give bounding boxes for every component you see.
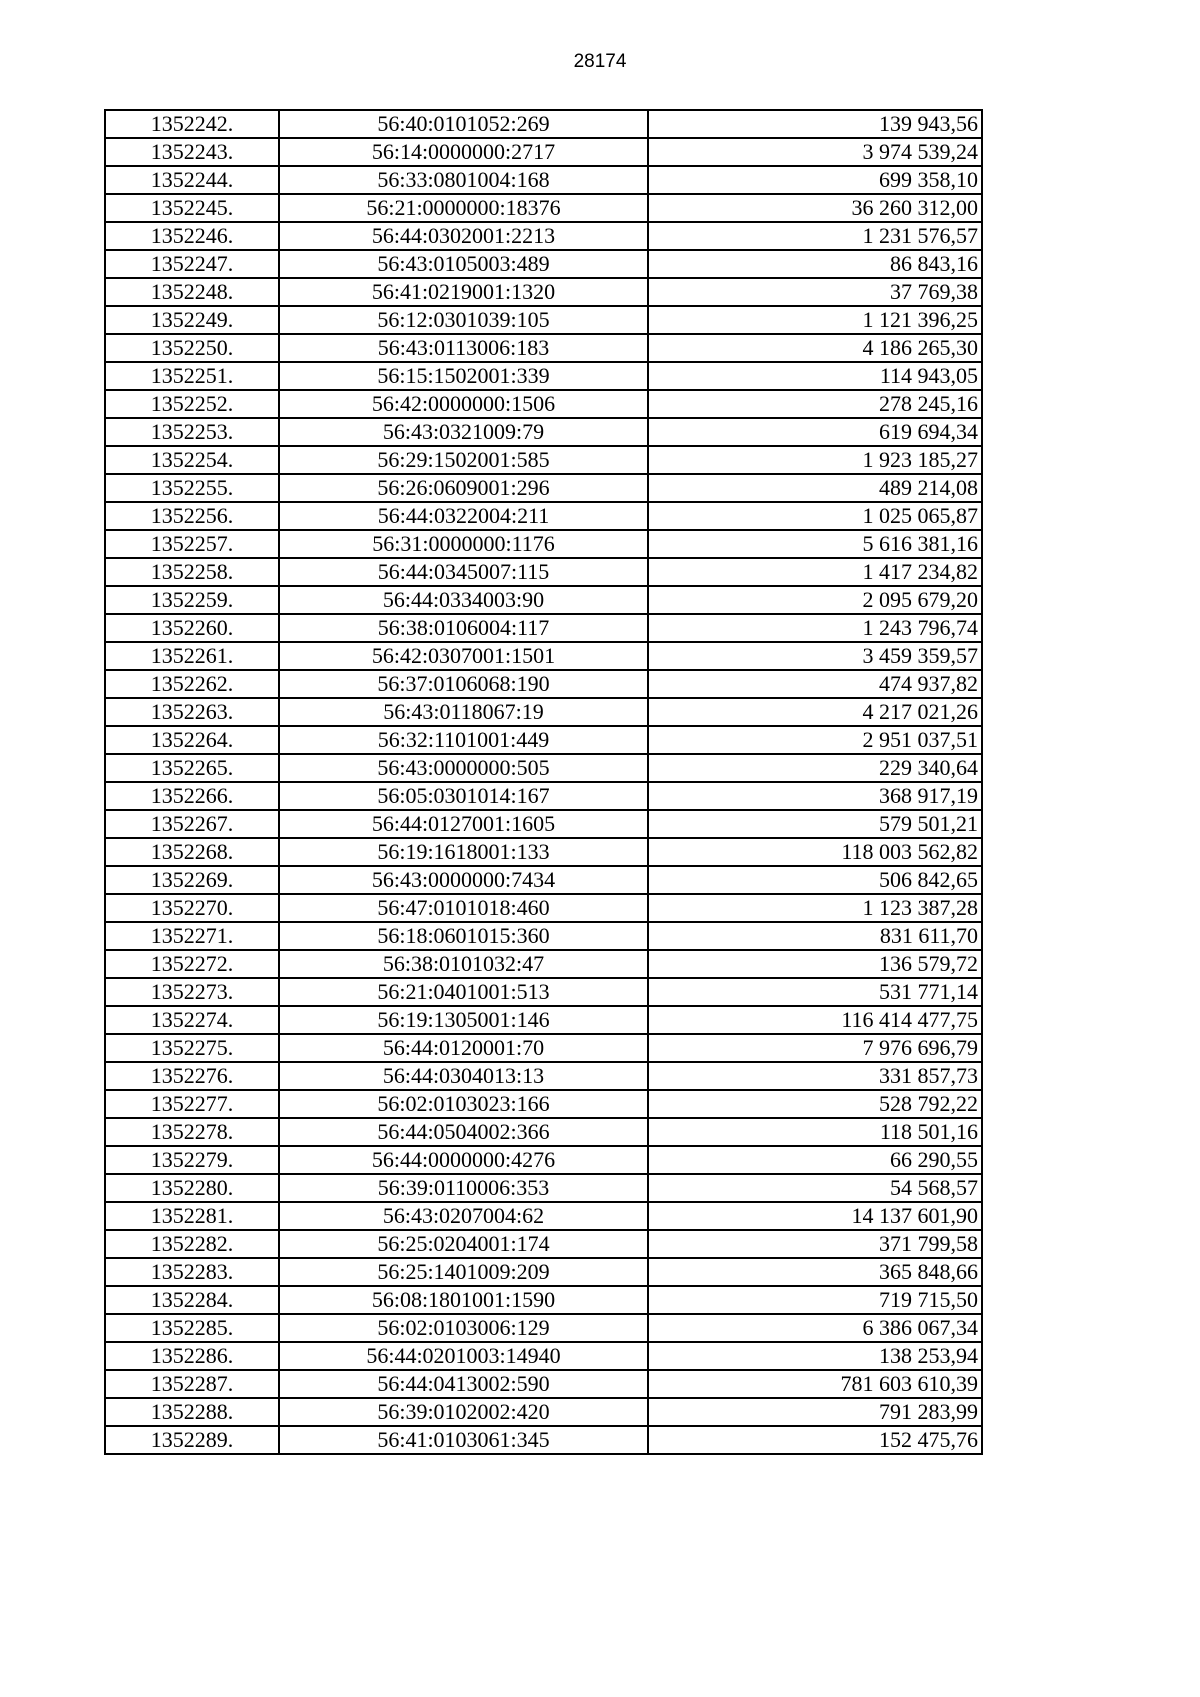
cadastral-number-cell: 56:44:0000000:4276 [279, 1146, 648, 1174]
cadastral-value-cell: 365 848,66 [648, 1258, 982, 1286]
cadastral-number-cell: 56:42:0000000:1506 [279, 390, 648, 418]
table-row [105, 166, 982, 194]
row-number-cell: 1352288. [105, 1398, 279, 1426]
cadastral-value-cell: 86 843,16 [648, 250, 982, 278]
cadastral-number-cell: 56:15:1502001:339 [279, 362, 648, 390]
cadastral-number-cell: 56:38:0106004:117 [279, 614, 648, 642]
table-row [105, 250, 982, 278]
table-row [105, 1398, 982, 1426]
cadastral-number-cell: 56:47:0101018:460 [279, 894, 648, 922]
row-number-cell: 1352267. [105, 810, 279, 838]
cadastral-value-cell: 4 186 265,30 [648, 334, 982, 362]
table-row [105, 1174, 982, 1202]
table-row [105, 334, 982, 362]
table-row [105, 1090, 982, 1118]
cadastral-number-cell: 56:41:0103061:345 [279, 1426, 648, 1454]
row-number-cell: 1352260. [105, 614, 279, 642]
cadastral-value-cell: 136 579,72 [648, 950, 982, 978]
row-number-cell: 1352250. [105, 334, 279, 362]
cadastral-number-cell: 56:43:0321009:79 [279, 418, 648, 446]
cadastral-value-cell: 54 568,57 [648, 1174, 982, 1202]
table-row [105, 782, 982, 810]
row-number-cell: 1352249. [105, 306, 279, 334]
cadastral-value-cell: 474 937,82 [648, 670, 982, 698]
table-row [105, 474, 982, 502]
cadastral-number-cell: 56:43:0105003:489 [279, 250, 648, 278]
cadastral-value-cell: 1 417 234,82 [648, 558, 982, 586]
cadastral-value-cell: 506 842,65 [648, 866, 982, 894]
cadastral-number-cell: 56:37:0106068:190 [279, 670, 648, 698]
table-row [105, 1034, 982, 1062]
table-row [105, 390, 982, 418]
cadastral-value-cell: 278 245,16 [648, 390, 982, 418]
cadastral-value-cell: 152 475,76 [648, 1426, 982, 1454]
cadastral-value-cell: 1 923 185,27 [648, 446, 982, 474]
cadastral-value-cell: 14 137 601,90 [648, 1202, 982, 1230]
cadastral-value-cell: 138 253,94 [648, 1342, 982, 1370]
cadastral-value-cell: 5 616 381,16 [648, 530, 982, 558]
cadastral-value-cell: 114 943,05 [648, 362, 982, 390]
row-number-cell: 1352289. [105, 1426, 279, 1454]
cadastral-value-cell: 368 917,19 [648, 782, 982, 810]
row-number-cell: 1352264. [105, 726, 279, 754]
cadastral-number-cell: 56:39:0102002:420 [279, 1398, 648, 1426]
cadastral-value-cell: 791 283,99 [648, 1398, 982, 1426]
cadastral-number-cell: 56:19:1618001:133 [279, 838, 648, 866]
cadastral-value-cell: 2 095 679,20 [648, 586, 982, 614]
cadastral-number-cell: 56:21:0401001:513 [279, 978, 648, 1006]
cadastral-value-cell: 699 358,10 [648, 166, 982, 194]
cadastral-value-cell: 528 792,22 [648, 1090, 982, 1118]
page-number: 28174 [573, 51, 627, 72]
cadastral-number-cell: 56:44:0304013:13 [279, 1062, 648, 1090]
cadastral-number-cell: 56:44:0120001:70 [279, 1034, 648, 1062]
row-number-cell: 1352280. [105, 1174, 279, 1202]
row-number-cell: 1352269. [105, 866, 279, 894]
table-row [105, 194, 982, 222]
table-row [105, 222, 982, 250]
cadastral-value-cell: 619 694,34 [648, 418, 982, 446]
table-row [105, 446, 982, 474]
table-row [105, 754, 982, 782]
cadastral-number-cell: 56:44:0334003:90 [279, 586, 648, 614]
table-row [105, 698, 982, 726]
row-number-cell: 1352257. [105, 530, 279, 558]
cadastral-number-cell: 56:12:0301039:105 [279, 306, 648, 334]
cadastral-number-cell: 56:44:0345007:115 [279, 558, 648, 586]
cadastral-value-cell: 331 857,73 [648, 1062, 982, 1090]
cadastral-value-cell: 229 340,64 [648, 754, 982, 782]
row-number-cell: 1352277. [105, 1090, 279, 1118]
cadastral-value-cell: 1 121 396,25 [648, 306, 982, 334]
cadastral-number-cell: 56:26:0609001:296 [279, 474, 648, 502]
cadastral-value-cell: 4 217 021,26 [648, 698, 982, 726]
cadastral-number-cell: 56:38:0101032:47 [279, 950, 648, 978]
table-row [105, 1426, 982, 1454]
cadastral-value-cell: 66 290,55 [648, 1146, 982, 1174]
table-row [105, 586, 982, 614]
cadastral-value-cell: 3 974 539,24 [648, 138, 982, 166]
table-row [105, 978, 982, 1006]
row-number-cell: 1352284. [105, 1286, 279, 1314]
row-number-cell: 1352259. [105, 586, 279, 614]
table-row [105, 838, 982, 866]
cadastral-value-cell: 371 799,58 [648, 1230, 982, 1258]
cadastral-number-cell: 56:44:0322004:211 [279, 502, 648, 530]
table-row [105, 1258, 982, 1286]
table-row [105, 558, 982, 586]
row-number-cell: 1352272. [105, 950, 279, 978]
cadastral-number-cell: 56:14:0000000:2717 [279, 138, 648, 166]
row-number-cell: 1352274. [105, 1006, 279, 1034]
row-number-cell: 1352271. [105, 922, 279, 950]
table-row [105, 362, 982, 390]
table-row [105, 866, 982, 894]
table-row [105, 614, 982, 642]
cadastral-value-cell: 781 603 610,39 [648, 1370, 982, 1398]
cadastral-number-cell: 56:44:0201003:14940 [279, 1342, 648, 1370]
row-number-cell: 1352282. [105, 1230, 279, 1258]
cadastral-number-cell: 56:32:1101001:449 [279, 726, 648, 754]
table-row [105, 1006, 982, 1034]
row-number-cell: 1352268. [105, 838, 279, 866]
row-number-cell: 1352242. [105, 110, 279, 138]
cadastral-value-cell: 7 976 696,79 [648, 1034, 982, 1062]
table-row [105, 1286, 982, 1314]
table-row [105, 110, 982, 138]
cadastral-number-cell: 56:44:0504002:366 [279, 1118, 648, 1146]
row-number-cell: 1352254. [105, 446, 279, 474]
table-row [105, 138, 982, 166]
cadastral-value-cell: 1 025 065,87 [648, 502, 982, 530]
table-row [105, 530, 982, 558]
cadastral-number-cell: 56:05:0301014:167 [279, 782, 648, 810]
cadastral-value-cell: 118 501,16 [648, 1118, 982, 1146]
cadastral-number-cell: 56:18:0601015:360 [279, 922, 648, 950]
cadastral-number-cell: 56:02:0103023:166 [279, 1090, 648, 1118]
cadastral-number-cell: 56:43:0118067:19 [279, 698, 648, 726]
table-row [105, 1230, 982, 1258]
cadastral-value-cell: 1 243 796,74 [648, 614, 982, 642]
table-row [105, 278, 982, 306]
table-row [105, 726, 982, 754]
cadastral-number-cell: 56:40:0101052:269 [279, 110, 648, 138]
table-row [105, 1062, 982, 1090]
cadastral-number-cell: 56:44:0302001:2213 [279, 222, 648, 250]
row-number-cell: 1352243. [105, 138, 279, 166]
table-row [105, 418, 982, 446]
row-number-cell: 1352256. [105, 502, 279, 530]
row-number-cell: 1352276. [105, 1062, 279, 1090]
cadastral-number-cell: 56:31:0000000:1176 [279, 530, 648, 558]
cadastral-number-cell: 56:41:0219001:1320 [279, 278, 648, 306]
row-number-cell: 1352281. [105, 1202, 279, 1230]
cadastral-value-cell: 1 123 387,28 [648, 894, 982, 922]
row-number-cell: 1352251. [105, 362, 279, 390]
row-number-cell: 1352262. [105, 670, 279, 698]
table-row [105, 306, 982, 334]
row-number-cell: 1352248. [105, 278, 279, 306]
table-row [105, 1118, 982, 1146]
row-number-cell: 1352266. [105, 782, 279, 810]
cadastral-number-cell: 56:33:0801004:168 [279, 166, 648, 194]
row-number-cell: 1352247. [105, 250, 279, 278]
cadastral-number-cell: 56:44:0413002:590 [279, 1370, 648, 1398]
row-number-cell: 1352253. [105, 418, 279, 446]
cadastral-number-cell: 56:43:0207004:62 [279, 1202, 648, 1230]
row-number-cell: 1352244. [105, 166, 279, 194]
row-number-cell: 1352261. [105, 642, 279, 670]
cadastral-value-cell: 579 501,21 [648, 810, 982, 838]
table-row [105, 1146, 982, 1174]
table-row [105, 894, 982, 922]
row-number-cell: 1352252. [105, 390, 279, 418]
cadastral-number-cell: 56:19:1305001:146 [279, 1006, 648, 1034]
cadastral-value-cell: 831 611,70 [648, 922, 982, 950]
row-number-cell: 1352285. [105, 1314, 279, 1342]
row-number-cell: 1352278. [105, 1118, 279, 1146]
cadastral-value-cell: 489 214,08 [648, 474, 982, 502]
cadastral-value-cell: 139 943,56 [648, 110, 982, 138]
cadastral-number-cell: 56:29:1502001:585 [279, 446, 648, 474]
row-number-cell: 1352265. [105, 754, 279, 782]
row-number-cell: 1352275. [105, 1034, 279, 1062]
table-row [105, 950, 982, 978]
cadastral-number-cell: 56:43:0000000:7434 [279, 866, 648, 894]
row-number-cell: 1352246. [105, 222, 279, 250]
row-number-cell: 1352263. [105, 698, 279, 726]
table-row [105, 670, 982, 698]
table-row [105, 810, 982, 838]
row-number-cell: 1352287. [105, 1370, 279, 1398]
table-row [105, 642, 982, 670]
cadastral-number-cell: 56:43:0113006:183 [279, 334, 648, 362]
row-number-cell: 1352255. [105, 474, 279, 502]
cadastral-number-cell: 56:21:0000000:18376 [279, 194, 648, 222]
cadastral-value-cell: 1 231 576,57 [648, 222, 982, 250]
table-row [105, 502, 982, 530]
cadastral-value-cell: 116 414 477,75 [648, 1006, 982, 1034]
table-row [105, 1202, 982, 1230]
row-number-cell: 1352258. [105, 558, 279, 586]
row-number-cell: 1352283. [105, 1258, 279, 1286]
row-number-cell: 1352273. [105, 978, 279, 1006]
cadastral-number-cell: 56:42:0307001:1501 [279, 642, 648, 670]
cadastral-value-cell: 37 769,38 [648, 278, 982, 306]
cadastral-number-cell: 56:43:0000000:505 [279, 754, 648, 782]
cadastral-number-cell: 56:25:0204001:174 [279, 1230, 648, 1258]
cadastral-number-cell: 56:25:1401009:209 [279, 1258, 648, 1286]
cadastral-value-cell: 118 003 562,82 [648, 838, 982, 866]
cadastral-number-cell: 56:02:0103006:129 [279, 1314, 648, 1342]
row-number-cell: 1352279. [105, 1146, 279, 1174]
registry-table [104, 109, 983, 1455]
cadastral-value-cell: 36 260 312,00 [648, 194, 982, 222]
cadastral-value-cell: 6 386 067,34 [648, 1314, 982, 1342]
row-number-cell: 1352286. [105, 1342, 279, 1370]
cadastral-value-cell: 531 771,14 [648, 978, 982, 1006]
table-row [105, 1314, 982, 1342]
table-row [105, 1342, 982, 1370]
table-row [105, 922, 982, 950]
cadastral-number-cell: 56:44:0127001:1605 [279, 810, 648, 838]
row-number-cell: 1352245. [105, 194, 279, 222]
cadastral-number-cell: 56:08:1801001:1590 [279, 1286, 648, 1314]
row-number-cell: 1352270. [105, 894, 279, 922]
table-row [105, 1370, 982, 1398]
registry-table-body [105, 110, 982, 1454]
cadastral-value-cell: 719 715,50 [648, 1286, 982, 1314]
cadastral-number-cell: 56:39:0110006:353 [279, 1174, 648, 1202]
cadastral-value-cell: 3 459 359,57 [648, 642, 982, 670]
cadastral-value-cell: 2 951 037,51 [648, 726, 982, 754]
